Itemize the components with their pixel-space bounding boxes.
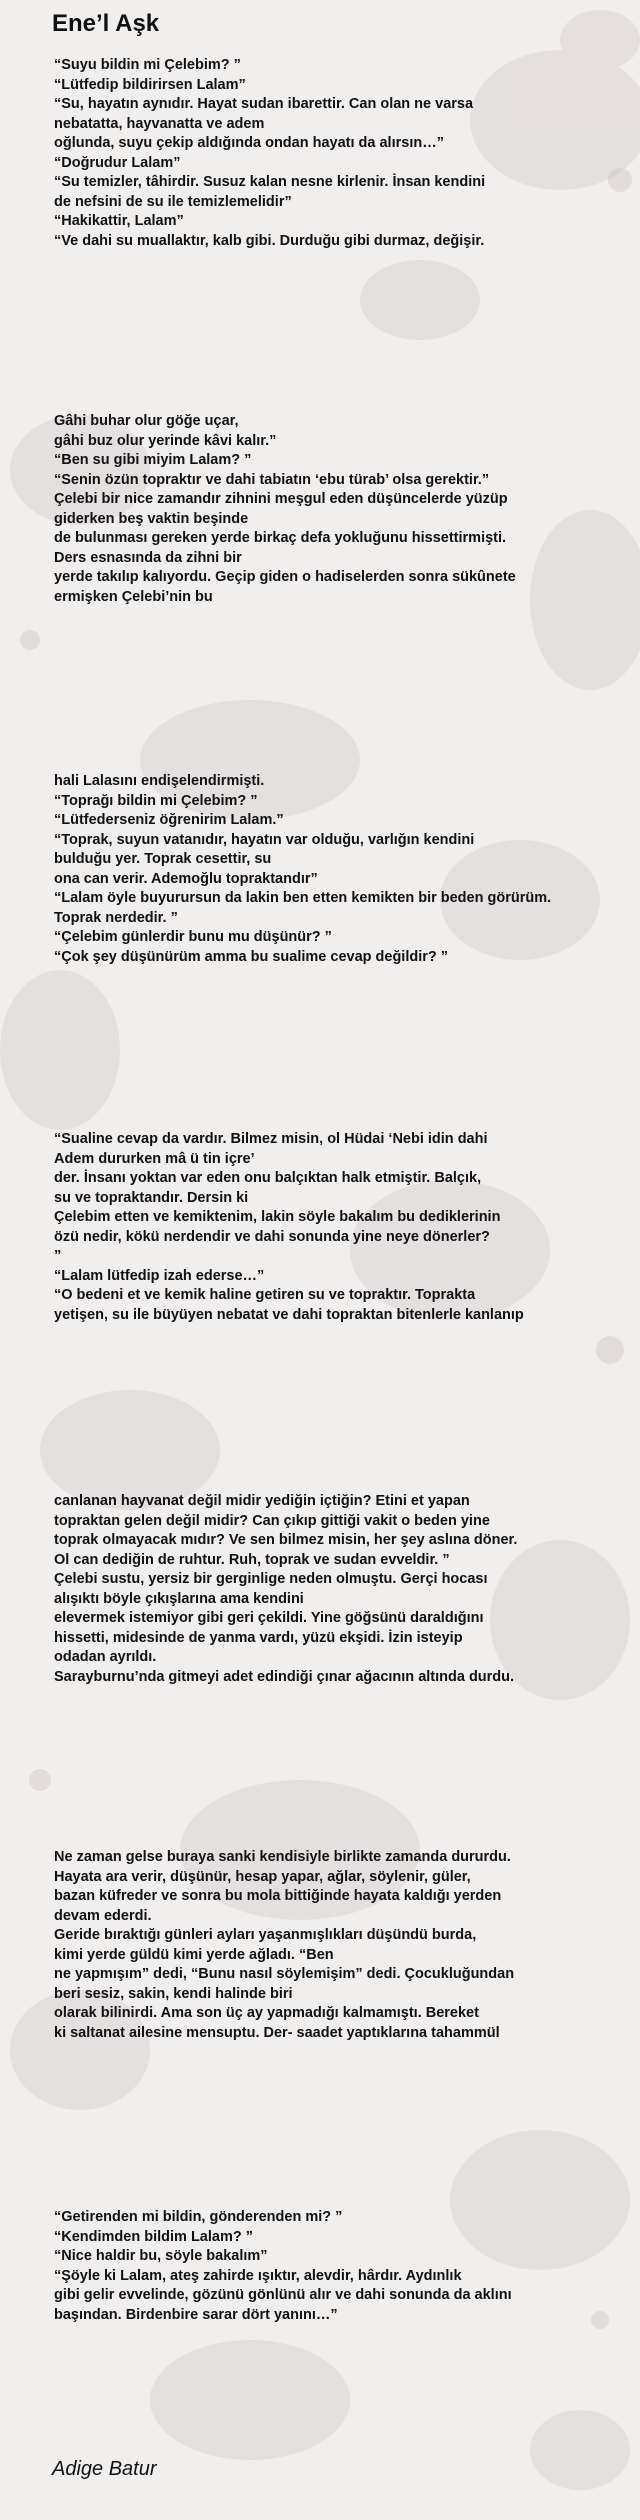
poem-line: hali Lalasını endişelendirmişti. (54, 773, 265, 789)
poem-line: bazan küfreder ve sonra bu mola bittiğinde hayata kaldığı yerden (54, 1888, 502, 1904)
poem-line: “Lütfedip bildirirsen Lalam” (54, 76, 246, 93)
poem-line: “Getirenden mi bildin, gönderenden mi? ” (54, 2209, 343, 2225)
poem-line: “Senin özün topraktır ve dahi tabiatın ‘ebu türab’ olsa gerektir.” (54, 471, 490, 488)
poem-line: de bulunması gereken yerde birkaç defa yokluğunu hissettirmişti. (54, 530, 507, 546)
poem-line: oğlunda, suyu çekip aldığında ondan hayatı da alırsın…” (54, 135, 444, 151)
poem-line: kimi yerde güldü kimi yerde ağladı. “Ben (54, 1946, 334, 1963)
stanza-1 (54, 56, 614, 251)
poem-line: gibi gelir evvelinde, gözünü gönlünü alır ve dahi sonunda da aklını (54, 2287, 512, 2303)
poem-line: bulduğu yer. Toprak cesettir, su (54, 851, 272, 867)
poem-line: canlanan hayvanat değil midir yediğin içtiğin? Etini et yapan (54, 1493, 470, 1509)
poem-line: “Sualine cevap da vardır. Bilmez misin, ol Hüdai ‘Nebi idin dahi (54, 1131, 488, 1147)
poem-line: “Toprağı bildin mi Çelebim? ” (54, 792, 258, 809)
poem-line: olarak bilinirdi. Ama son üç ay yapmadığı kalmamıştı. Bereket (54, 2005, 479, 2021)
poem-line: Ders esnasında da zihni bir (54, 549, 242, 566)
poem-line: Ne zaman gelse buraya sanki kendisiyle birlikte zamanda dururdu. (54, 1849, 511, 1865)
poem-line: Geride bıraktığı günleri ayları yaşanmışlıkları düşündü burda, (54, 1927, 477, 1943)
poem-line: Ol can dediğin de ruhtur. Ruh, toprak ve sudan evveldir. ” (54, 1551, 450, 1568)
poem-line: yerde takılıp kalıyordu. Geçip giden o hadiselerden sonra sükûnete (54, 569, 516, 585)
poem-line: nebatatta, hayvanatta ve adem (54, 115, 265, 132)
poem-line: “Ve dahi su muallaktır, kalb gibi. Durduğu gibi durmaz, değişir. (54, 232, 485, 249)
poem-line: su ve topraktandır. Dersin ki (54, 1189, 249, 1206)
poem-line: hissetti, midesinde de yanma vardı, yüzü ekşidi. İzin isteyip (54, 1629, 463, 1646)
poem-line: de nefsini de su ile temizlemelidir” (54, 193, 292, 210)
poem-line: odadan ayrıldı. (54, 1649, 157, 1665)
poem-line: “Çok şey düşünürüm amma bu sualime cevap değildir? ” (54, 948, 449, 965)
poem-line: Çelebim etten ve kemiktenim, lakin söyle bakalım bu dediklerinin (54, 1209, 501, 1225)
poem-line: “Çelebim günlerdir bunu mu düşünür? ” (54, 929, 332, 945)
poem-line: Toprak nerdedir. ” (54, 909, 178, 926)
author-name: Adige Batur (52, 2458, 157, 2480)
poem-line: “Lütfederseniz öğrenirim Lalam.” (54, 812, 284, 828)
stanza-7 (54, 2208, 614, 2325)
poem-line: Gâhi buhar olur göğe uçar, (54, 413, 239, 429)
poem-line: ona can verir. Ademoğlu topraktandır” (54, 870, 318, 887)
poem-line: Çelebi sustu, yersiz bir gerginlige neden olmuştu. Gerçi hocası (54, 1571, 488, 1587)
poem-line: ne yapmışım” dedi, “Bunu nasıl söylemişim” dedi. Çocukluğundan (54, 1966, 515, 1982)
stanza-3 (54, 772, 614, 967)
poem-line: yetişen, su ile büyüyen nebatat ve dahi topraktan bitenlerle kanlanıp (54, 1306, 524, 1323)
stanza-2 (54, 412, 614, 607)
poem-line: “Su temizler, tâhirdir. Susuz kalan nesne kirlenir. İnsan kendini (54, 174, 486, 190)
poem-line: özü nedir, kökü nerdendir ve dahi sonunda yine neye dönerler? (54, 1228, 490, 1245)
poem-line: Adem dururken mâ ü tin içre’ (54, 1150, 255, 1167)
poem-line: “Su, hayatın aynıdır. Hayat sudan ibarettir. Can olan ne varsa (54, 96, 474, 112)
poem-line: topraktan gelen değil midir? Can çıkıp gittiği vakit o beden yine (54, 1512, 490, 1529)
stanza-4 (54, 1130, 614, 1325)
poem-line: “Doğrudur Lalam” (54, 154, 181, 171)
poem-line: der. İnsanı yoktan var eden onu balçıktan halk etmiştir. Balçık, (54, 1170, 482, 1186)
poem-line: “Lalam lütfedip izah ederse…” (54, 1267, 265, 1284)
poem-line: “Suyu bildin mi Çelebim? ” (54, 57, 241, 73)
poem-title: Ene’l Aşk (52, 10, 160, 37)
poem-line: giderken beş vaktin beşinde (54, 510, 249, 527)
poem-line: toprak olmayacak mıdır? Ve sen bilmez misin, her şey aslına döner. (54, 1532, 518, 1548)
poem-line: beri sesiz, sakin, kendi halinde biri (54, 1985, 293, 2002)
poem-line: gâhi buz olur yerinde kâvi kalır.” (54, 432, 277, 449)
poem-line: Sarayburnu’nda gitmeyi adet edindiği çınar ağacının altında durdu. (54, 1668, 515, 1685)
poem-line: devam ederdi. (54, 1907, 152, 1924)
poem-line: “Hakikattir, Lalam” (54, 213, 184, 229)
poem-line: “O bedeni et ve kemik haline getiren su ve topraktır. Toprakta (54, 1287, 476, 1303)
poem-line: ermişken Çelebi’nin bu (54, 588, 213, 605)
poem-line: başından. Birdenbire sarar dört yanını…” (54, 2306, 338, 2323)
poem-line: alışıktı böyle çıkışlarına ama kendini (54, 1590, 304, 1607)
poem-line: “Şöyle ki Lalam, ateş zahirde ışıktır, alevdir, hârdır. Aydınlık (54, 2267, 462, 2284)
poem-line: “Lalam öyle buyurursun da lakin ben etten kemikten bir beden görürüm. (54, 890, 552, 906)
poem-line: ” (54, 1248, 62, 1264)
poem-line: “Toprak, suyun vatanıdır, hayatın var olduğu, varlığın kendini (54, 831, 475, 848)
poem-line: Hayata ara verir, düşünür, hesap yapar, ağlar, söylenir, güler, (54, 1868, 471, 1885)
poem-line: “Ben su gibi miyim Lalam? ” (54, 452, 252, 468)
stanza-5 (54, 1492, 614, 1687)
stanza-6 (54, 1848, 614, 2043)
poem-line: Çelebi bir nice zamandır zihnini meşgul eden düşüncelerde yüzüp (54, 491, 508, 507)
poem-line: ki saltanat ailesine mensuptu. Der- saadet yaptıklarına tahammül (54, 2024, 500, 2041)
poem-line: elevermek istemiyor gibi geri çekildi. Yine göğsünü daraldığını (54, 1610, 484, 1626)
poem-line: “Kendimden bildim Lalam? ” (54, 2228, 253, 2245)
poem-line: “Nice haldir bu, söyle bakalım” (54, 2248, 268, 2264)
